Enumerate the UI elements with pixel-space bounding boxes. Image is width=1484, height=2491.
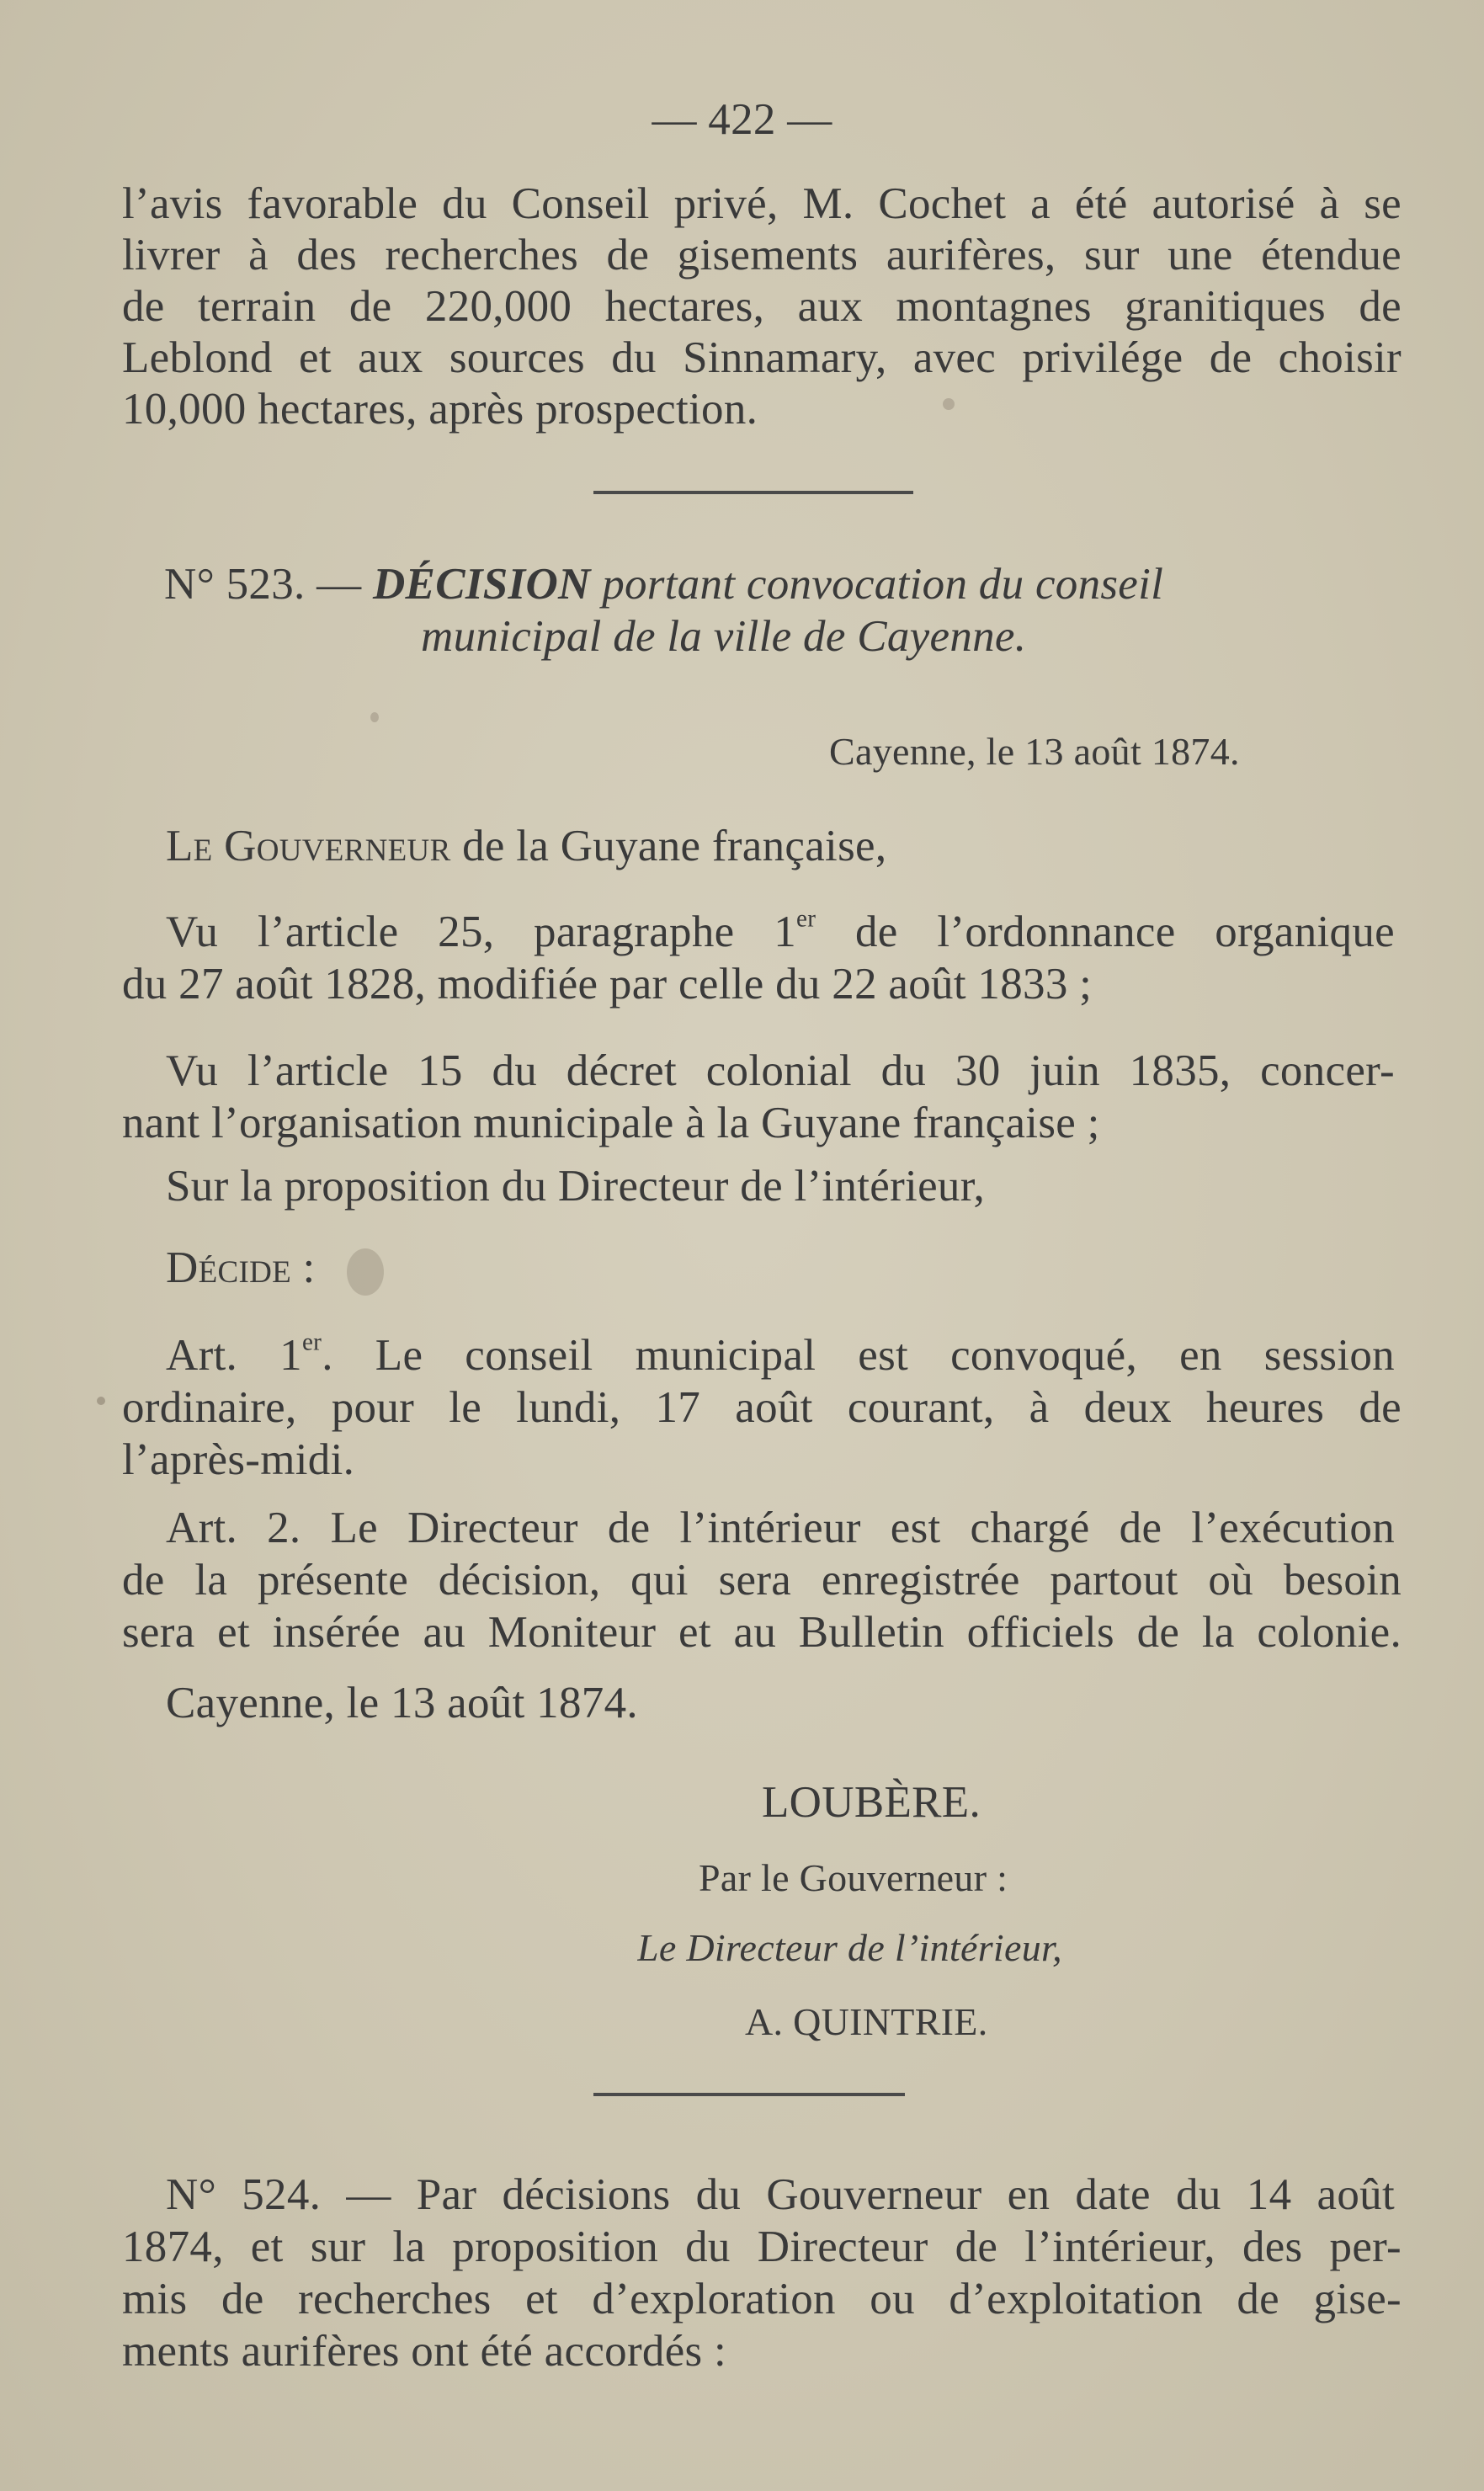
text-line: sera et insérée au Moniteur et au Bulletin officiels de la colonie. (122, 1608, 1402, 1657)
paper-speck (97, 1397, 105, 1405)
text-line: ments aurifères ont été accordés : (122, 2327, 727, 2376)
place-date: Cayenne, le 13 août 1874. (829, 730, 1240, 773)
decision-title: portant convocation du conseil (602, 560, 1164, 609)
governor-title: Le Gouverneur (166, 822, 451, 870)
text-line: livrer à des recherches de gisements aurifères, sur une étendue (122, 231, 1402, 279)
text-line: Art. 1er. Le conseil municipal est convoqué, en session (166, 1330, 1395, 1380)
text-line: ordinaire, pour le lundi, 17 août courant, à deux heures de (122, 1383, 1402, 1432)
text-line: l’après-midi. (122, 1435, 355, 1484)
decide-heading: Décide : (166, 1243, 316, 1292)
text-line: du 27 août 1828, modifiée par celle du 22 août 1833 ; (122, 960, 1093, 1009)
text-line: 1874, et sur la proposition du Directeur de l’intérieur, des per- (122, 2222, 1402, 2271)
text-line: Vu l’article 25, paragraphe 1er de l’ordonnance organique (166, 907, 1395, 956)
signature: LOUBÈRE. (762, 1778, 981, 1827)
text-line: N° 524. — Par décisions du Gouverneur en date du 14 août (166, 2170, 1395, 2219)
text-line: Vu l’article 15 du décret colonial du 30 juin 1835, concer- (166, 1046, 1395, 1095)
text-line: Leblond et aux sources du Sinnamary, avec privilége de choisir (122, 333, 1402, 382)
paper-speck (943, 398, 955, 410)
text-line: Art. 2. Le Directeur de l’intérieur est chargé de l’exécution (166, 1504, 1395, 1552)
governor-line (166, 821, 1361, 872)
text-line: l’avis favorable du Conseil privé, M. Cochet a été autorisé à se (122, 179, 1402, 228)
section-divider (593, 491, 913, 494)
section-divider (593, 2093, 905, 2096)
paper-speck (370, 712, 379, 722)
text-line: mis de recherches et d’exploration ou d’exploitation de gise- (122, 2275, 1402, 2323)
page-number: — 422 — (652, 95, 832, 144)
text-line: Cayenne, le 13 août 1874. (166, 1679, 638, 1727)
countersignature: A. QUINTRIE. (745, 2000, 988, 2043)
text-line: de la présente décision, qui sera enregistrée partout où besoin (122, 1556, 1402, 1605)
text-line: 10,000 hectares, après prospection. (122, 385, 758, 434)
decision-heading (164, 559, 1359, 610)
governor-rest: de la Guyane française, (462, 822, 887, 870)
decision-title-line2: municipal de la ville de Cayenne. (421, 612, 1027, 661)
text-line: Sur la proposition du Directeur de l’intérieur, (166, 1162, 986, 1211)
decision-title-bold: DÉCISION (372, 560, 591, 609)
par-gouverneur: Par le Gouverneur : (699, 1856, 1008, 1899)
decision-number: N° 523. — (164, 560, 362, 609)
paper-stain (347, 1248, 384, 1296)
text-line: nant l’organisation municipale à la Guyane française ; (122, 1099, 1100, 1147)
text-line: de terrain de 220,000 hectares, aux montagnes granitiques de (122, 282, 1402, 331)
directeur-title: Le Directeur de l’intérieur, (637, 1926, 1062, 1969)
